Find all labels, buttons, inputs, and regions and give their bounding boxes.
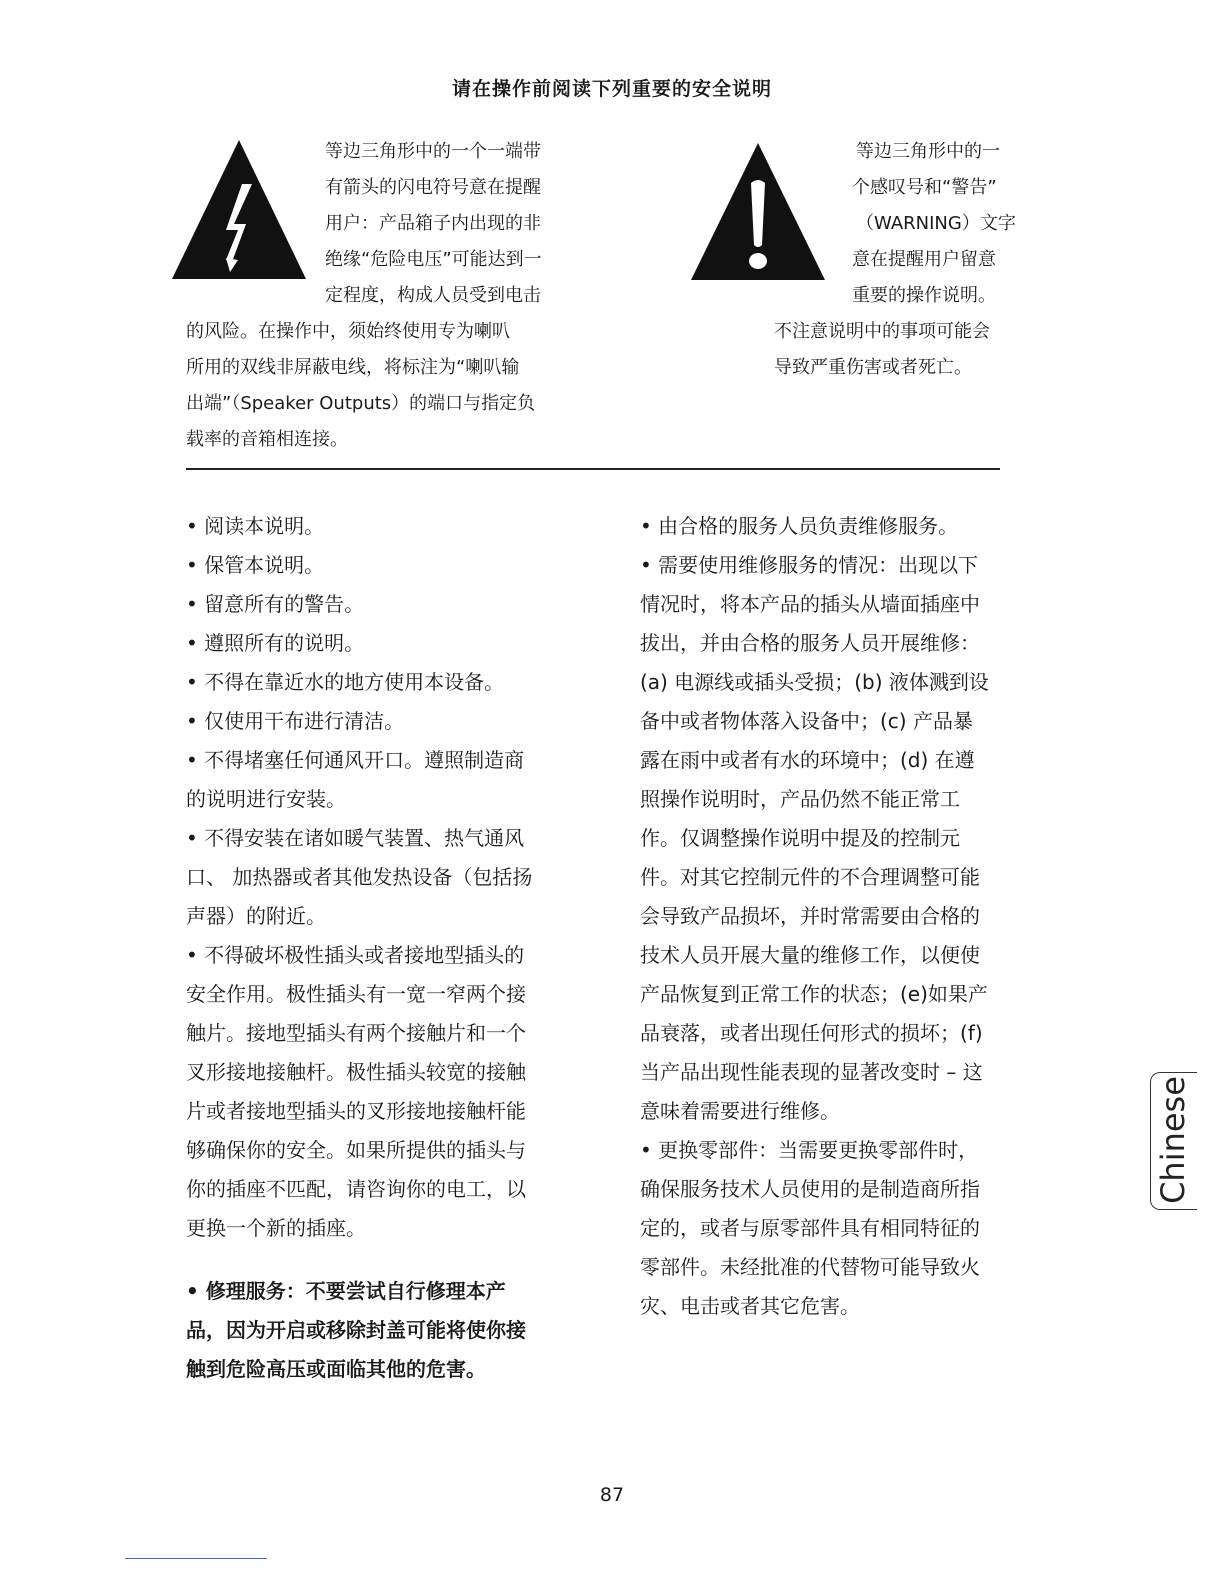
- instruction-line: • 更换零部件：当需要更换零部件时，: [640, 1138, 979, 1162]
- instruction-line: • 不得破坏极性插头或者接地型插头的: [186, 943, 525, 967]
- instruction-line: 意味着需要进行维修。: [640, 1099, 840, 1123]
- instruction-line: 叉形接地接触杆。极性插头较宽的接触: [186, 1060, 526, 1084]
- instruction-line: • 阅读本说明。: [186, 514, 325, 538]
- instruction-line: 品衰落，或者出现任何形式的损坏；(f): [640, 1021, 983, 1045]
- instruction-line: 口、 加热器或者其他发热设备（包括扬: [186, 865, 533, 889]
- repair-service-warning-line: 品，因为开启或移除封盖可能将使你接: [186, 1318, 526, 1342]
- warning-right-line: 意在提醒用户留意: [852, 249, 996, 270]
- instruction-line: • 保管本说明。: [186, 553, 325, 577]
- instruction-line: 零部件。未经批准的代替物可能导致火: [640, 1255, 980, 1279]
- warning-left-line: 有箭头的闪电符号意在提醒: [325, 177, 541, 198]
- warning-right-line: 重要的操作说明。: [852, 285, 996, 306]
- instruction-line: 件。对其它控制元件的不合理调整可能: [640, 865, 980, 889]
- warning-left-line: 出端”（Speaker Outputs）的端口与指定负: [186, 393, 536, 414]
- repair-service-warning-line: • 修理服务：不要尝试自行修理本产: [186, 1279, 506, 1303]
- footer-underline: [125, 1558, 267, 1559]
- warning-right-line: 个感叹号和“警告”: [852, 177, 997, 198]
- warning-left-line: 定程度，构成人员受到电击: [325, 285, 541, 306]
- instruction-line: 的说明进行安装。: [186, 787, 346, 811]
- repair-service-warning-line: 触到危险高压或面临其他的危害。: [186, 1357, 486, 1381]
- page-number: 87: [599, 1484, 625, 1506]
- instruction-line: 技术人员开展大量的维修工作，以便使: [640, 943, 980, 967]
- instruction-line: 安全作用。极性插头有一宽一窄两个接: [186, 982, 526, 1006]
- warning-right-line: 导致严重伤害或者死亡。: [774, 357, 972, 378]
- page-title: 请在操作前阅读下列重要的安全说明: [451, 78, 772, 100]
- left-column: [186, 507, 532, 1389]
- warning-right-line: （WARNING）文字: [856, 213, 1016, 234]
- instruction-line: 片或者接地型插头的叉形接地接触杆能: [186, 1099, 526, 1123]
- instruction-line: 灾、电击或者其它危害。: [640, 1294, 860, 1318]
- instruction-line: • 不得在靠近水的地方使用本设备。: [186, 670, 505, 694]
- instruction-line: 备中或者物体落入设备中；(c) 产品暴: [640, 709, 973, 733]
- warning-left-line: 的风险。在操作中，须始终使用专为喇叭: [186, 321, 510, 342]
- instruction-line: • 不得堵塞任何通风开口。遵照制造商: [186, 748, 525, 772]
- warning-left-line: 绝缘“危险电压”可能达到一: [325, 249, 542, 270]
- warning-left-line: 用户：产品箱子内出现的非: [325, 213, 541, 234]
- instruction-line: • 遵照所有的说明。: [186, 631, 365, 655]
- instruction-line: • 留意所有的警告。: [186, 592, 365, 616]
- lightning-warning-icon: [172, 140, 306, 280]
- warning-left-line: 所用的双线非屏蔽电线，将标注为“喇叭输: [186, 357, 520, 378]
- warning-right-line: 等边三角形中的一: [856, 141, 1000, 162]
- section-divider: [186, 468, 1000, 470]
- instruction-line: 拔出，并由合格的服务人员开展维修：: [640, 631, 980, 655]
- right-column: [640, 507, 989, 1326]
- instruction-line: 定的，或者与原零部件具有相同特征的: [640, 1216, 980, 1240]
- instruction-line: 照操作说明时，产品仍然不能正常工: [640, 787, 960, 811]
- instruction-line: 当产品出现性能表现的显著改变时 – 这: [640, 1060, 983, 1084]
- instruction-line: 露在雨中或者有水的环境中；(d) 在遵: [640, 748, 975, 772]
- instruction-line: • 需要使用维修服务的情况：出现以下: [640, 553, 979, 577]
- instruction-line: 会导致产品损坏，并时常需要由合格的: [640, 904, 980, 928]
- instruction-line: (a) 电源线或插头受损；(b) 液体溅到设: [640, 670, 989, 694]
- instruction-line: 你的插座不匹配，请咨询你的电工，以: [186, 1177, 526, 1201]
- instruction-line: 声器）的附近。: [186, 904, 326, 928]
- instruction-line: • 由合格的服务人员负责维修服务。: [640, 514, 959, 538]
- language-tab-label: Chinese: [1154, 1076, 1192, 1204]
- warning-left-line: 载率的音箱相连接。: [186, 429, 348, 450]
- instruction-line: • 仅使用干布进行清洁。: [186, 709, 405, 733]
- instruction-line: 更换一个新的插座。: [186, 1216, 366, 1240]
- instruction-line: 情况时，将本产品的插头从墙面插座中: [640, 592, 980, 616]
- instruction-line: 产品恢复到正常工作的状态；(e)如果产: [640, 982, 988, 1006]
- warning-left-line: 等边三角形中的一个一端带: [325, 141, 541, 162]
- warning-right-line: 不注意说明中的事项可能会: [774, 321, 990, 342]
- exclamation-warning-icon: [691, 143, 825, 281]
- instruction-line: 够确保你的安全。如果所提供的插头与: [186, 1138, 526, 1162]
- instruction-line: 作。仅调整操作说明中提及的控制元: [640, 826, 960, 850]
- instruction-line: 触片。接地型插头有两个接触片和一个: [186, 1021, 526, 1045]
- instruction-line: • 不得安装在诸如暖气装置、热气通风: [186, 826, 525, 850]
- instruction-line: 确保服务技术人员使用的是制造商所指: [640, 1177, 980, 1201]
